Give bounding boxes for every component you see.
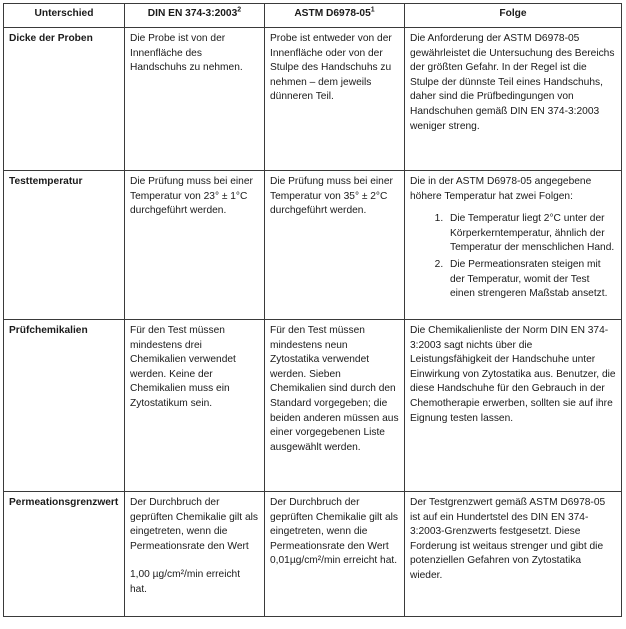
cell-din <box>125 492 265 617</box>
table-row <box>4 28 622 171</box>
list-item: 1. Die Temperatur liegt 2°C unter der Körperkerntemperatur, ähnlich der Temperatur der menschlichen Hand. <box>446 212 616 256</box>
cell-din: Für den Test müssen mindestens drei Chemikalien verwendet werden. Keine der Chemikalien muss ein Zytostatikum sein. <box>125 320 265 492</box>
cell-astm: Der Durchbruch der geprüften Chemikalie gilt als eingetreten, wenn die Permeationsrate den Wert 0,01µg/cm²/min erreicht hat. <box>265 492 405 617</box>
cell-folge: Die Anforderung der ASTM D6978-05 gewährleistet die Untersuchung des Bereichs der größten Gefahr. In der Regel ist die Stulpe der dünnste Teil eines Handschuhs, daher sind die Prüfbedingungen von Handschuhen gemäß DIN EN 374-3:2003 weniger streng. <box>405 28 622 171</box>
list-item: 2. Die Permeationsraten steigen mit der Temperatur, womit der Test einen strengeren Maßstab ansetzt. <box>446 258 616 302</box>
comparison-table <box>3 3 622 617</box>
cell-folge <box>405 171 622 320</box>
cell-astm: Die Prüfung muss bei einer Temperatur von 35° ± 2°C durchgeführt werden. <box>265 171 405 320</box>
cell-folge: Der Testgrenzwert gemäß ASTM D6978-05 ist auf ein Hundertstel des DIN EN 374-3:2003-Grenzwerts festgesetzt. Diese Forderung ist weitaus strenger und gibt die potenziellen Gefahren von Zytostatika wieder. <box>405 492 622 617</box>
din-limit-text: Der Durchbruch der geprüften Chemikalie gilt als eingetreten, wenn die Permeationsrate den Wert <box>130 497 258 552</box>
header-astm: ASTM $D6978-05^1$ <box>265 4 405 28</box>
folge-list <box>410 212 616 302</box>
header-unterschied: Unterschied <box>4 4 125 28</box>
cell-din: Die Probe ist von der Innenfläche des Handschuhs zu nehmen. <box>125 28 265 171</box>
cell-din: Die Prüfung muss bei einer Temperatur von 23° ± 1°C durchgeführt werden. <box>125 171 265 320</box>
row-label: Permeationsgrenzwert <box>4 492 125 617</box>
footnote-marker: 1 <box>370 6 375 14</box>
row-label: Testtemperatur <box>4 171 125 320</box>
table-row <box>4 320 622 492</box>
footnote-marker: 2 <box>237 6 242 14</box>
table-row <box>4 492 622 617</box>
din-limit-value: 1,00 µg/cm²/min erreicht hat. <box>130 569 241 595</box>
folge-intro: Die in der ASTM D6978-05 angegebene höhere Temperatur hat zwei Folgen: <box>410 176 592 202</box>
row-label: Prüfchemikalien <box>4 320 125 492</box>
cell-astm: Für den Test müssen mindestens neun Zytostatika verwendet werden. Sieben Chemikalien sind durch den Standard vorgegeben; die beiden anderen müssen aus einer vorgegebenen Liste ausgewählt werden. <box>265 320 405 492</box>
row-label: Dicke der Proben <box>4 28 125 171</box>
cell-folge: Die Chemikalienliste der Norm DIN EN 374-3:2003 sagt nichts über die Leistungsfähigkeit der Handschuhe unter Einwirkung von Zytostatika aus. Benutzer, die diese Handschuhe für den Gebrauch in der Chemotherapie erwerben, sollten sie auf ihre Eignung testen lassen. <box>405 320 622 492</box>
cell-astm: Probe ist entweder von der Innenfläche oder von der Stulpe des Handschuhs zu nehmen – dem jeweils dünneren Teil. <box>265 28 405 171</box>
table-row <box>4 171 622 320</box>
table-header-row <box>4 4 622 28</box>
header-din: DIN EN 374-3:2003$^2$ <box>125 4 265 28</box>
header-folge: Folge <box>405 4 622 28</box>
